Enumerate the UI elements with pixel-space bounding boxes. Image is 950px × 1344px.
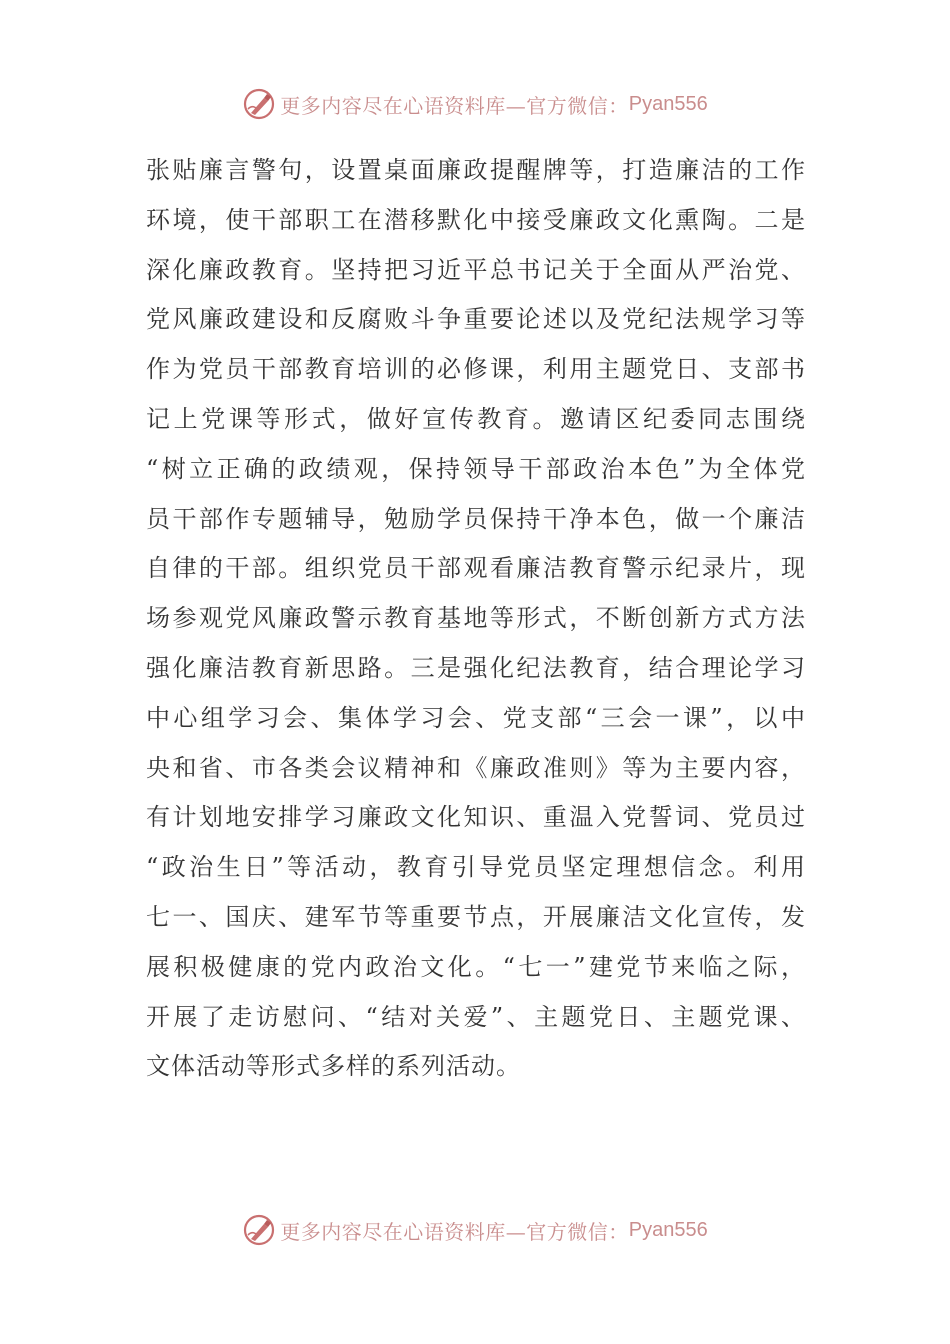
- text-line: 央和省、市各类会议精神和《廉政准则》等为主要内容，: [146, 753, 806, 782]
- text-line: “政治生日”等活动，教育引导党员坚定理想信念。利用: [146, 853, 806, 882]
- text-line: “树立正确的政绩观，保持领导干部政治本色”为全体党: [146, 454, 806, 483]
- watermark-wechat-id: Pyan556: [628, 1218, 708, 1241]
- text-line: 记上党课等形式，做好宣传教育。邀请区纪委同志围绕: [146, 404, 806, 433]
- text-line: 开展了走访慰问、“结对关爱”、主题党日、主题党课、: [146, 1002, 806, 1031]
- document-body: [146, 146, 806, 1092]
- text-line: 有计划地安排学习廉政文化知识、重温入党誓词、党员过: [146, 803, 806, 832]
- text-line: 张贴廉言警句，设置桌面廉政提醒牌等，打造廉洁的工作: [146, 156, 806, 184]
- watermark-text: 更多内容尽在心语资料库—官方微信：: [280, 93, 629, 118]
- watermark-text: 更多内容尽在心语资料库—官方微信：: [280, 1219, 629, 1244]
- text-line: 员干部作专题辅导，勉励学员保持干净本色，做一个廉洁: [146, 504, 806, 533]
- text-line: 中心组学习会、集体学习会、党支部“三会一课”，以中: [146, 703, 806, 732]
- text-line: 环境，使干部职工在潜移默化中接受廉政文化熏陶。二是: [146, 205, 806, 234]
- text-line: 展积极健康的党内政治文化。“七一”建党节来临之际，: [146, 952, 806, 981]
- header-watermark: [0, 84, 950, 124]
- pen-nib-logo-icon: [242, 1213, 276, 1247]
- text-line: 强化廉洁教育新思路。三是强化纪法教育，结合理论学习: [146, 653, 806, 682]
- footer-watermark: [0, 1210, 950, 1250]
- text-line: 深化廉政教育。坚持把习近平总书记关于全面从严治党、: [146, 255, 806, 284]
- pen-nib-logo-icon: [242, 87, 276, 121]
- text-line: 自律的干部。组织党员干部观看廉洁教育警示纪录片，现: [146, 554, 806, 583]
- text-line: 场参观党风廉政警示教育基地等形式，不断创新方式方法: [146, 604, 806, 633]
- text-line-last: 文体活动等形式多样的系列活动。: [146, 1052, 521, 1081]
- watermark-wechat-id: Pyan556: [628, 92, 708, 115]
- text-line: 七一、国庆、建军节等重要节点，开展廉洁文化宣传，发: [146, 902, 806, 931]
- text-line: 党风廉政建设和反腐败斗争重要论述以及党纪法规学习等: [146, 305, 806, 334]
- text-line: 作为党员干部教育培训的必修课，利用主题党日、支部书: [146, 355, 806, 384]
